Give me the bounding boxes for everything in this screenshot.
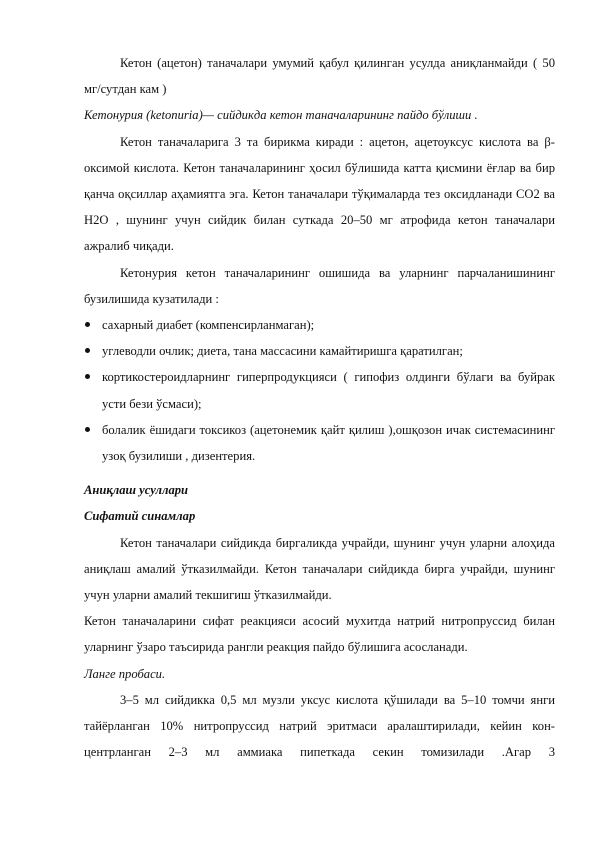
list-item-text: углеводли очлик; диета, тана массасини камайтиришга қаратилган; xyxy=(102,344,463,359)
list-item xyxy=(84,417,555,469)
paragraph-ketone-composition: Кетон таначаларига 3 та бирикма киради : ацетон, ацетоуксус кислота ва β-оксимой кислота. Кетон таначаларининг ҳосил бўлишида катта қисмини ёғлар ва бир қанча оқсиллар аҳамиятга эга. Кетон таначалари тўқималарда тез оксидланади CO2 ва H2O , шунинг учун сийдик билан суткада 20–50 мг атрофида кетон таначалари ажралиб чиқади. xyxy=(84,134,555,254)
bullet-icon xyxy=(85,427,90,432)
heading-qualitative-tests: Сифатий синамлар xyxy=(84,509,196,524)
paragraph-ketones-together: Кетон таначалари сийдикда биргаликда учрайди, шунинг учун уларни алоҳида аниқлаш амалий ўтказилмайди. Кетон таначалари сийдикда бирга учрайди, шунинг учун уларни амалий текшигиш ўтказилмайди. xyxy=(84,535,555,603)
paragraph-ketonuria-causes-intro: Кетонурия кетон таначаларининг ошишида ва уларнинг парчаланишининг бузилишида кузатилади : xyxy=(84,265,555,306)
document-page xyxy=(84,50,555,765)
list-item xyxy=(84,312,555,338)
list-item-text: болалик ёшидаги токсикоз (ацетонемик қайт қилиш ),ошқозон ичак системасининг узоқ бузилиши , дизентерия. xyxy=(102,422,555,464)
bullet-icon xyxy=(85,374,90,379)
paragraph-ketone-detection: Кетон (ацетон) таначалари умумий қабул қилинган усулда аниқланмайди ( 50 мг/сутдан кам ) xyxy=(84,56,555,97)
list-item xyxy=(84,364,555,416)
paragraph-qualitative-reaction: Кетон таначаларини сифат реакцияси асосий мухитда натрий нитропруссид билан уларнинг ўзаро таъсирида рангли реакция пайдо бўлишига асосланади. xyxy=(84,614,555,655)
paragraph-ketonuria-definition: Кетонурия (ketonuria)— сийдикда кетон таначаларининг пайдо бўлиши . xyxy=(84,108,478,123)
list-item-text: кортикостероидларнинг гиперпродукцияси ( гипофиз олдинги бўлаги ва буйрак усти бези ўсмаси); xyxy=(102,370,555,411)
bullet-icon xyxy=(85,322,90,327)
causes-list xyxy=(84,312,555,469)
list-item-text: сахарный диабет (компенсирланмаган); xyxy=(102,318,315,333)
heading-methods: Аниқлаш усуллари xyxy=(84,483,189,498)
list-item xyxy=(84,338,555,364)
heading-lange-test: Ланге пробаси. xyxy=(84,666,166,681)
bullet-icon xyxy=(85,348,90,353)
paragraph-lange-procedure: 3–5 мл сийдикка 0,5 мл музли уксус кислота қўшилади ва 5–10 томчи янги тайёрланган 10% нитропруссид натрий эритмаси аралаштирилади, кейин кон-центрланган 2–3 мл аммиака пипеткада секин томизилади .Агар 3 xyxy=(84,692,555,760)
